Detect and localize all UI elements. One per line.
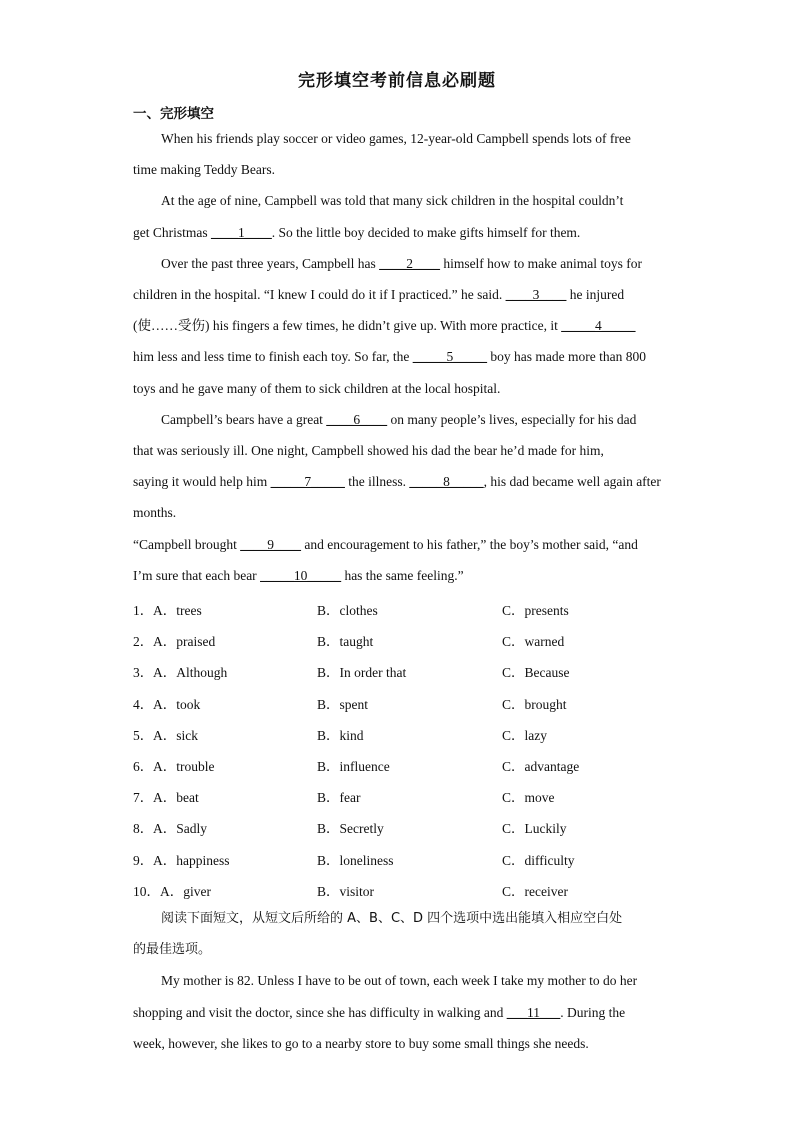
blank-4: _____4_____: [561, 318, 636, 333]
passage-line: Over the past three years, Campbell has ____2____ himself how to make animal toys for: [161, 256, 643, 271]
option-b: B．fear: [317, 790, 361, 805]
passage-line: “Campbell brought ____9____ and encouragement to his father,” the boy’s mother said, “and: [133, 537, 638, 552]
passage-line: toys and he gave many of them to sick children at the local hospital.: [133, 381, 501, 396]
option-a: A．took: [153, 697, 201, 712]
question-number: 8．: [133, 821, 154, 836]
blank-7: _____7_____: [270, 474, 345, 489]
blank-1: ____1____: [211, 225, 272, 240]
passage-line: week, however, she likes to go to a nearby store to buy some small things she needs.: [133, 1036, 589, 1051]
blank-3: ____3____: [505, 287, 567, 302]
option-b: B．visitor: [317, 884, 375, 899]
question-number: 3．: [133, 665, 154, 680]
blank-5: _____5_____: [412, 349, 488, 364]
question-number: 9．: [133, 853, 154, 868]
question-number: 4．: [133, 697, 154, 712]
question-number: 5．: [133, 728, 154, 743]
option-c: C．presents: [502, 603, 569, 618]
option-c: C．Luckily: [502, 821, 567, 836]
passage-line: months.: [133, 505, 177, 520]
question-number: 2．: [133, 634, 154, 649]
passage-line: that was seriously ill. One night, Campbell showed his dad the bear he’d made for him,: [133, 443, 604, 458]
option-c: C．difficulty: [502, 853, 575, 868]
option-b: B．taught: [317, 634, 374, 649]
option-b: B．loneliness: [317, 853, 394, 868]
option-c: C．advantage: [502, 759, 580, 774]
question-number: 6．: [133, 759, 154, 774]
page-title: 完形填空考前信息必刷题: [298, 71, 496, 91]
passage-line: get Christmas ____1____. So the little boy decided to make gifts himself for them.: [133, 225, 581, 240]
instructions-line: 的最佳选项。: [133, 942, 212, 957]
option-c: C．Because: [502, 665, 570, 680]
blank-6: ____6____: [326, 412, 388, 427]
passage-line: When his friends play soccer or video games, 12-year-old Campbell spends lots of free: [161, 131, 631, 146]
passage-line: (使……受伤) his fingers a few times, he didn’t give up. With more practice, it _____4_____: [133, 318, 636, 333]
option-b: B．influence: [317, 759, 390, 774]
option-a: A．sick: [153, 728, 198, 743]
question-number: 7．: [133, 790, 154, 805]
option-c: C．receiver: [502, 884, 568, 899]
passage-line: My mother is 82. Unless I have to be out of town, each week I take my mother to do her: [161, 973, 638, 988]
option-a: A．praised: [153, 634, 216, 649]
passage-line: him less and less time to finish each toy. So far, the _____5_____ boy has made more than 800: [133, 349, 647, 364]
option-a: A．happiness: [153, 853, 230, 868]
option-a: A．giver: [160, 884, 211, 899]
option-a: A．beat: [153, 790, 199, 805]
blank-8: _____8_____: [409, 474, 484, 489]
blank-2: ____2____: [379, 256, 440, 271]
option-c: C．move: [502, 790, 555, 805]
passage-line: At the age of nine, Campbell was told that many sick children in the hospital couldn’t: [161, 193, 624, 208]
option-b: B．spent: [317, 697, 369, 712]
option-c: C．lazy: [502, 728, 547, 743]
instructions-line: 阅读下面短文，从短文后所给的 A、B、C、D 四个选项中选出能填入相应空白处: [161, 911, 623, 926]
option-b: B．clothes: [317, 603, 378, 618]
option-a: A．Although: [153, 665, 228, 680]
blank-10: _____10_____: [260, 568, 342, 583]
option-b: B．Secretly: [317, 821, 384, 836]
blank-11: ___11___: [506, 1005, 561, 1020]
option-b: B．In order that: [317, 665, 407, 680]
option-c: C．warned: [502, 634, 565, 649]
passage-line: time making Teddy Bears.: [133, 162, 276, 177]
option-a: A．Sadly: [153, 821, 207, 836]
section-heading: 一、完形填空: [133, 106, 214, 122]
passage-line: Campbell’s bears have a great ____6____ on many people’s lives, especially for his dad: [161, 412, 637, 427]
option-c: C．brought: [502, 697, 567, 712]
passage-line: saying it would help him _____7_____ the illness. _____8_____, his dad became well again after: [133, 474, 661, 489]
option-a: A．trouble: [153, 759, 215, 774]
option-a: A．trees: [153, 603, 202, 618]
blank-9: ____9____: [240, 537, 301, 552]
question-number: 1．: [133, 603, 154, 618]
passage-line: shopping and visit the doctor, since she has difficulty in walking and ___11___. During the: [133, 1005, 626, 1020]
question-number: 10．: [133, 884, 160, 899]
option-b: B．kind: [317, 728, 364, 743]
passage-line: I’m sure that each bear _____10_____ has the same feeling.”: [133, 568, 464, 583]
passage-line: children in the hospital. “I knew I could do it if I practiced.” he said. ____3____ he injured: [133, 287, 625, 302]
